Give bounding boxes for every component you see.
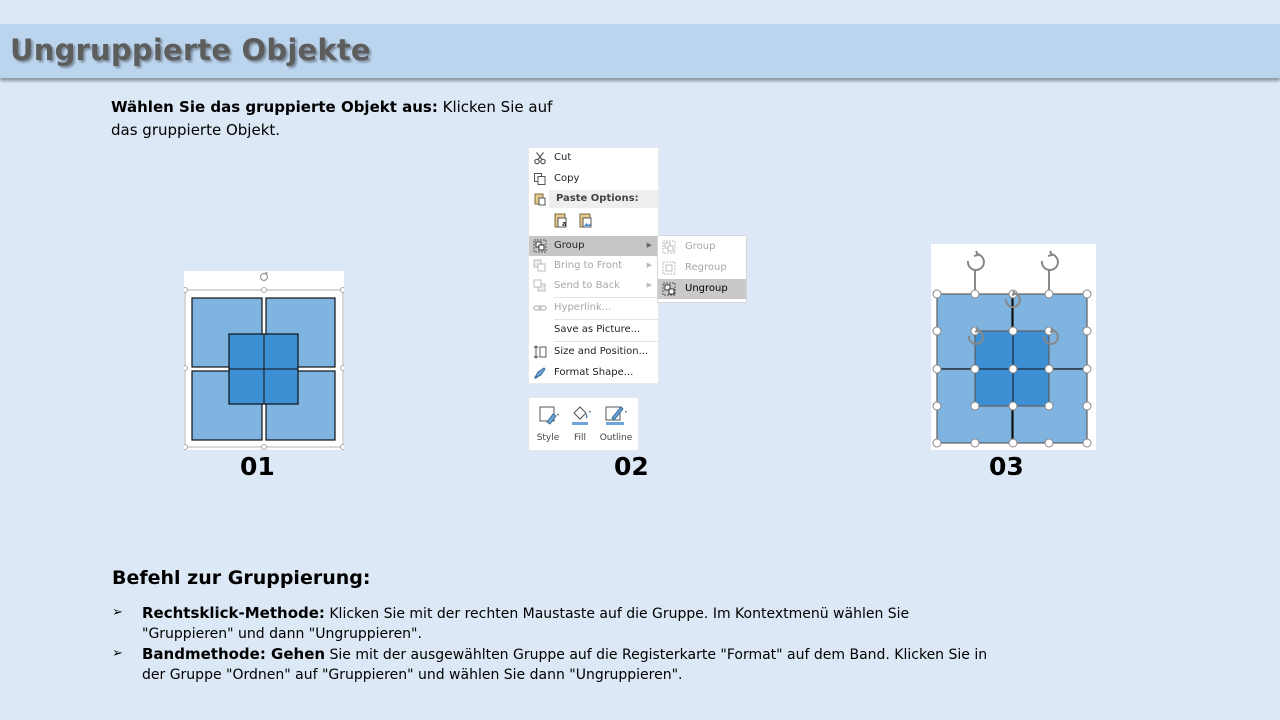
ungrouped-squares-graphic <box>931 244 1096 450</box>
style-button[interactable]: Style <box>531 402 565 446</box>
intro-bold: Wählen Sie das gruppierte Objekt aus: <box>111 98 438 116</box>
grouped-squares-graphic <box>184 271 344 450</box>
menu-item-group[interactable]: Group ▶ <box>529 236 658 256</box>
command-title: Befehl zur Gruppierung: <box>112 567 371 589</box>
ungrouped-objects-image <box>931 244 1096 450</box>
step-label-01: 01 <box>240 452 275 481</box>
ungroup-icon <box>662 282 676 296</box>
arrow-bullet-icon: ➢ <box>112 646 123 661</box>
arrow-bullet-icon: ➢ <box>112 605 123 620</box>
outline-button[interactable]: Outline <box>599 402 633 446</box>
group-submenu <box>658 236 746 302</box>
submenu-arrow-icon: ▶ <box>646 281 652 289</box>
bullet-bold: Bandmethode: Gehen <box>142 645 326 663</box>
hyperlink-icon <box>533 301 547 315</box>
group-icon <box>662 240 676 254</box>
menu-item-bring-to-front[interactable]: Bring to Front ▶ <box>529 256 658 276</box>
bullet-text: Klicken Sie mit der rechten Maustaste auf die Gruppe. Im Kontextmenü wählen Sie "Gruppieren" und dann "Ungruppieren". <box>142 606 910 642</box>
bring-front-icon <box>533 259 547 273</box>
bullet-text: Sie mit der ausgewählten Gruppe auf die Registerkarte "Format" auf dem Band. Klicken Sie in der Gruppe "Ordnen" auf "Gruppieren" und wählen Sie dann "Ungruppieren". <box>142 647 988 683</box>
grouped-object-image <box>184 271 344 450</box>
outline-pen-icon <box>603 402 629 428</box>
intro-text <box>111 96 581 142</box>
step-label-02: 02 <box>614 452 649 481</box>
bullet-bold: Rechtsklick-Methode: <box>142 604 325 622</box>
submenu-item-regroup[interactable]: Regroup <box>658 258 746 278</box>
paste-icon <box>533 192 547 206</box>
group-icon <box>533 239 547 253</box>
submenu-arrow-icon: ▶ <box>646 261 652 269</box>
step-label-03: 03 <box>989 452 1024 481</box>
format-shape-icon <box>533 366 547 380</box>
menu-item-save-as-picture[interactable]: Save as Picture... <box>554 324 641 335</box>
svg-text:a: a <box>562 220 567 228</box>
menu-item-hyperlink[interactable]: Hyperlink... <box>529 298 658 318</box>
send-back-icon <box>533 279 547 293</box>
rotate-handle-icon <box>261 273 268 281</box>
submenu-arrow-icon: ▶ <box>646 241 652 249</box>
regroup-icon <box>662 261 676 275</box>
menu-item-size-and-position[interactable]: Size and Position... <box>529 342 658 362</box>
scissors-icon <box>533 151 547 165</box>
menu-item-send-to-back[interactable]: Send to Back ▶ <box>529 276 658 296</box>
context-menu <box>529 148 658 383</box>
slide-title: Ungruppierte Objekte <box>10 33 371 67</box>
paste-picture-icon[interactable] <box>579 212 594 229</box>
mini-toolbar <box>529 398 638 450</box>
intro-body: Klicken Sie auf das gruppierte Objekt. <box>111 98 553 139</box>
fill-button[interactable]: Fill <box>563 402 597 446</box>
menu-item-cut[interactable]: Cut <box>529 148 658 168</box>
fill-bucket-icon <box>567 402 593 428</box>
submenu-item-group[interactable]: Group <box>658 237 746 257</box>
copy-icon <box>533 172 547 186</box>
title-bar <box>0 24 1280 78</box>
style-icon <box>535 402 561 428</box>
menu-item-format-shape[interactable]: Format Shape... <box>529 363 658 383</box>
paste-options-header: Paste Options: <box>549 190 658 208</box>
paste-keep-format-icon[interactable] <box>554 212 569 229</box>
size-position-icon <box>533 345 547 359</box>
menu-item-copy[interactable]: Copy <box>529 169 658 189</box>
submenu-item-ungroup[interactable]: Ungroup <box>658 279 746 299</box>
